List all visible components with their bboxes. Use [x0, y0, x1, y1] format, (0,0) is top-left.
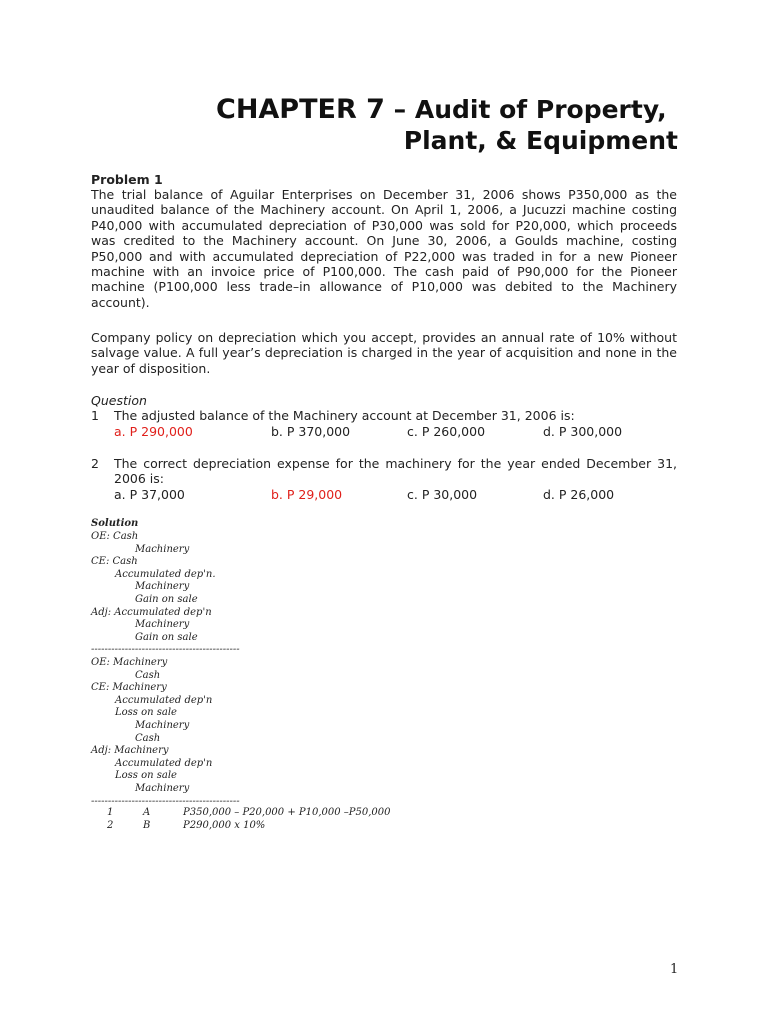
question-2-number: 2: [91, 456, 99, 471]
question-1-option-d: d. P 300,000: [543, 424, 623, 439]
journal-account: Cash: [135, 669, 161, 681]
answer-letter: B: [143, 819, 151, 831]
journal-account: Machinery: [135, 581, 190, 593]
answer-number: 2: [107, 819, 114, 831]
solution-heading: Solution: [91, 518, 139, 529]
question-1-option-a: a. P 290,000: [114, 424, 193, 439]
journal-account: Machinery: [135, 543, 190, 555]
page-number: 1: [670, 962, 679, 977]
problem-paragraph-2: Company policy on depreciation which you accept, provides an annual rate of 10% without salvage value. A full year’s depreciation is charged in the year of acquisition and none in the year of disposition.: [91, 330, 677, 376]
journal-account: Adj: Accumulated dep'n: [91, 606, 212, 618]
journal-account: Loss on sale: [115, 707, 177, 719]
answer-number: 1: [107, 807, 114, 818]
journal-account: Accumulated dep'n: [115, 757, 213, 769]
journal-account: Loss on sale: [115, 770, 177, 782]
chapter-title-line2: Plant, & Equipment: [403, 126, 678, 155]
journal-account: Gain on sale: [135, 631, 198, 643]
journal-account: CE: Machinery: [91, 682, 167, 694]
problem-heading: Problem 1: [91, 172, 163, 187]
question-1-option-b: b. P 370,000: [271, 424, 351, 439]
journal-account: Gain on sale: [135, 594, 198, 605]
chapter-title-line1: [216, 94, 667, 125]
answer-calculation: P350,000 – P20,000 + P10,000 –P50,000: [183, 807, 391, 818]
question-2-option-c: c. P 30,000: [407, 487, 478, 502]
question-2-option-a: a. P 37,000: [114, 487, 185, 502]
answer-letter: A: [143, 807, 151, 818]
question-1-option-c: c. P 260,000: [407, 424, 486, 439]
problem-paragraph-1: The trial balance of Aguilar Enterprises on December 31, 2006 shows P350,000 as the unaudited balance of the Machinery account. On April 1, 2006, a Jucuzzi machine costing P40,000 with accumulated depreciation of P30,000 was sold for P20,000, which proceeds was credited to the Machinery account. On June 30, 2006, a Goulds machine, costing P50,000 and with accumulated depreciation of P22,000 was traded in for a new Pioneer machine with an invoice price of P100,000. The cash paid of P90,000 for the Pioneer machine (P100,000 less trade–in allowance of P10,000 was debited to the Machinery account).: [91, 187, 677, 310]
answer-calculation: P290,000 x 10%: [183, 819, 266, 831]
question-2-option-d: d. P 26,000: [543, 487, 615, 502]
question-2-option-b: b. P 29,000: [271, 487, 343, 502]
question-1-text: The adjusted balance of the Machinery account at December 31, 2006 is:: [114, 408, 575, 423]
journal-account: --------------------------------------------: [91, 795, 240, 807]
journal-account: Machinery: [135, 619, 190, 631]
journal-account: Cash: [135, 732, 161, 744]
chapter-title-part1: – Audit of Property,: [384, 95, 667, 124]
journal-account: CE: Cash: [91, 556, 138, 568]
question-2-text: The correct depreciation expense for the machinery for the year ended December 31, 2006 is:: [114, 456, 677, 487]
journal-account: Accumulated dep'n.: [115, 568, 216, 580]
question-label: Question: [91, 393, 147, 408]
journal-account: OE: Cash: [91, 531, 139, 542]
journal-account: OE: Machinery: [91, 657, 168, 668]
journal-account: Adj: Machinery: [91, 745, 169, 757]
journal-account: Machinery: [135, 783, 190, 794]
chapter-number: CHAPTER 7: [216, 94, 385, 125]
journal-account: Accumulated dep'n: [115, 694, 213, 706]
journal-account: Machinery: [135, 720, 190, 731]
journal-account: --------------------------------------------: [91, 644, 240, 656]
question-1-number: 1: [91, 408, 99, 423]
